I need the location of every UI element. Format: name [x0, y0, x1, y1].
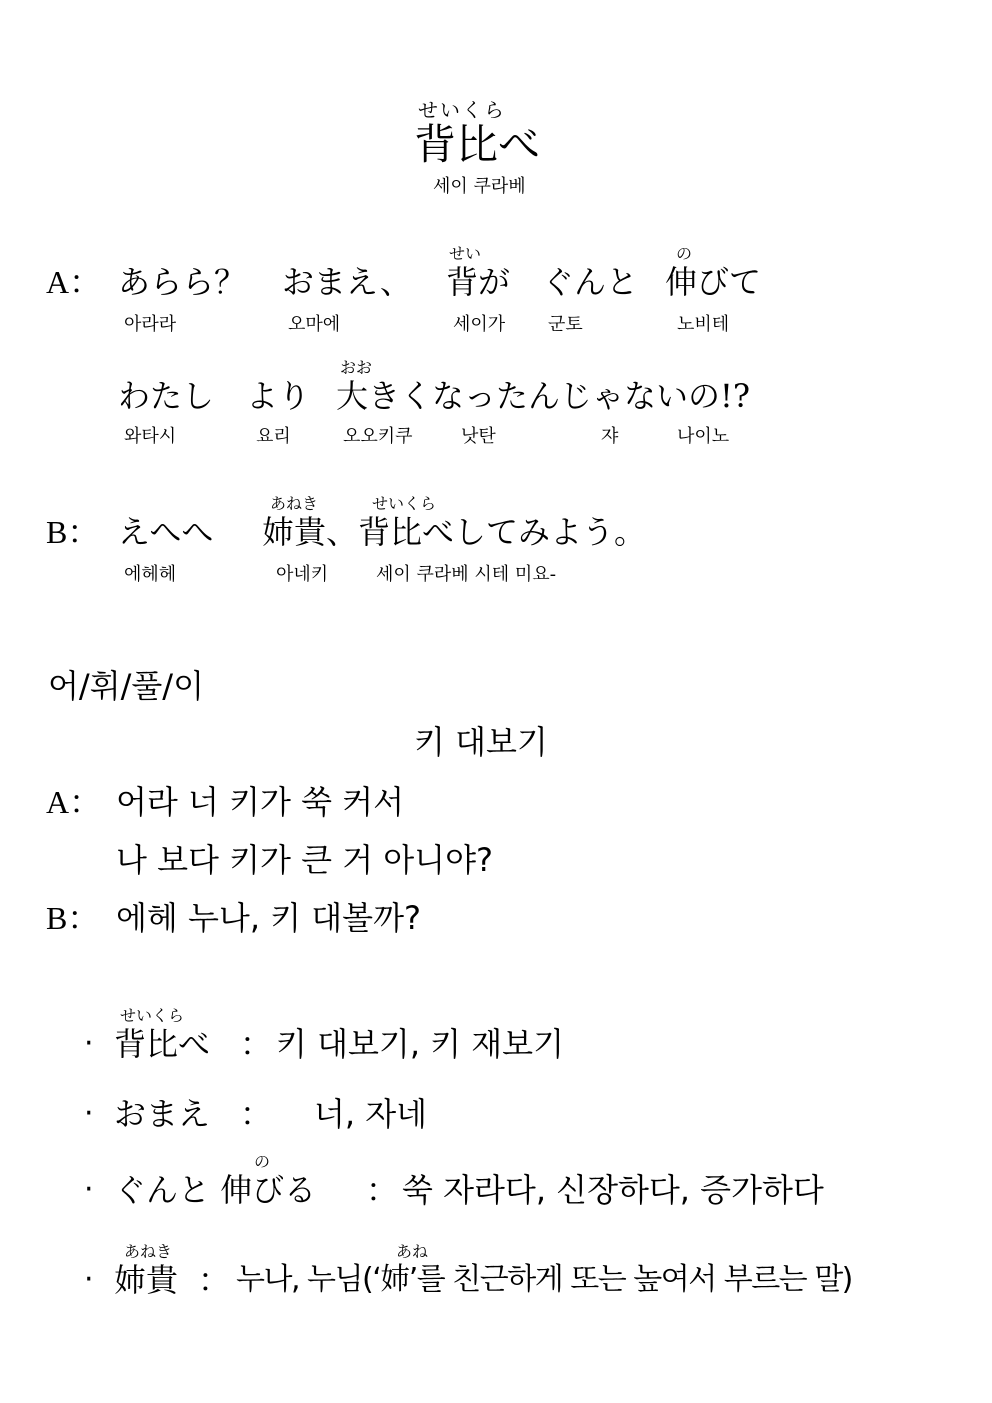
glossary-separator: ：	[198, 1261, 231, 1299]
b-line-word-2: 姉貴、背比べしてみよう。	[262, 513, 647, 551]
b-line-furigana-aneki: あねき	[270, 494, 319, 513]
glossary-meaning: 키 대보기, 키 재보기	[276, 1025, 564, 1063]
glossary-separator: ：	[366, 1171, 399, 1209]
glossary-term: ぐんと 伸びる	[114, 1171, 317, 1209]
a-line1-furigana-sei: せい	[449, 244, 482, 263]
glossary-term: 背比べ	[114, 1025, 211, 1063]
glossary-meaning-furigana: あね	[396, 1242, 429, 1261]
a-line1-word-1: あらら？	[118, 263, 247, 301]
a-line2-reading-1: 와타시	[124, 426, 177, 447]
glossary-term-furigana: あねき	[124, 1242, 173, 1261]
a-line1-reading-2: 오마에	[288, 314, 341, 335]
glossary-meaning: 너, 자네	[314, 1095, 428, 1133]
translation-a-line1: 어라 너 키가 쑥 커서	[116, 783, 404, 821]
a-line2-reading-4: 낫탄	[461, 426, 496, 447]
translation-subtitle: 키 대보기	[414, 723, 548, 761]
translation-a-line2: 나 보다 키가 큰 거 아니야?	[116, 841, 493, 879]
glossary-bullet: ·	[84, 1026, 94, 1061]
title-furigana: せいくら	[418, 98, 506, 122]
translation-speaker-b: B：	[46, 900, 100, 936]
a-line1-word-4: ぐんと	[542, 263, 639, 301]
glossary-term: おまえ	[114, 1095, 211, 1133]
glossary-bullet: ·	[84, 1172, 94, 1207]
a-line2-word-1: わたし	[118, 377, 215, 415]
b-line-reading-3: 세이 쿠라베 시테 미요-	[376, 564, 557, 585]
a-line2-reading-3: 오오키쿠	[343, 426, 413, 447]
glossary-meaning: 누나, 누님(‘姉’를 친근하게 또는 높여서 부르는 말)	[236, 1262, 852, 1297]
vocab-heading: 어/휘/풀/이	[48, 667, 204, 705]
page-title: 背比べ	[414, 120, 541, 169]
glossary-bullet: ·	[84, 1262, 94, 1297]
a-line1-reading-5: 노비테	[677, 314, 730, 335]
b-line-reading-1: 에헤헤	[124, 564, 177, 585]
a-line1-reading-3: 세이가	[453, 314, 506, 335]
b-line-word-1: えへへ	[118, 513, 214, 551]
a-line1-furigana-no: の	[676, 244, 693, 263]
speaker-a-label: A：	[46, 264, 102, 300]
b-line-furigana-seikura: せいくら	[372, 494, 437, 513]
a-line2-reading-5: 쟈	[601, 426, 619, 447]
a-line2-reading-2: 요리	[256, 426, 291, 447]
speaker-b-label: B：	[46, 514, 100, 550]
translation-speaker-a: A：	[46, 784, 102, 820]
a-line2-reading-6: 나이노	[677, 426, 730, 447]
glossary-term-furigana: せいくら	[120, 1006, 185, 1025]
a-line1-reading-1: 아라라	[124, 314, 177, 335]
translation-b-line: 에헤 누나, 키 대볼까?	[116, 899, 421, 937]
glossary-separator: ：	[240, 1025, 273, 1063]
glossary-separator: ：	[240, 1095, 273, 1133]
a-line2-furigana-oo: おお	[340, 358, 373, 377]
a-line1-word-5: 伸びて	[665, 263, 762, 301]
a-line1-reading-4: 군토	[548, 314, 583, 335]
glossary-meaning: 쑥 자라다, 신장하다, 증가하다	[402, 1171, 824, 1209]
glossary-bullet: ·	[84, 1096, 94, 1131]
a-line1-word-2: おまえ、	[282, 263, 412, 301]
a-line2-word-3: 大きくなったんじゃないの!?	[336, 377, 751, 415]
glossary-term: 姉貴	[114, 1261, 179, 1299]
title-reading: 세이 쿠라베	[433, 176, 526, 197]
glossary-term-furigana: の	[254, 1152, 271, 1171]
a-line1-word-3: 背が	[446, 263, 511, 301]
a-line2-word-2: より	[246, 377, 311, 415]
b-line-reading-2: 아네키	[276, 564, 329, 585]
